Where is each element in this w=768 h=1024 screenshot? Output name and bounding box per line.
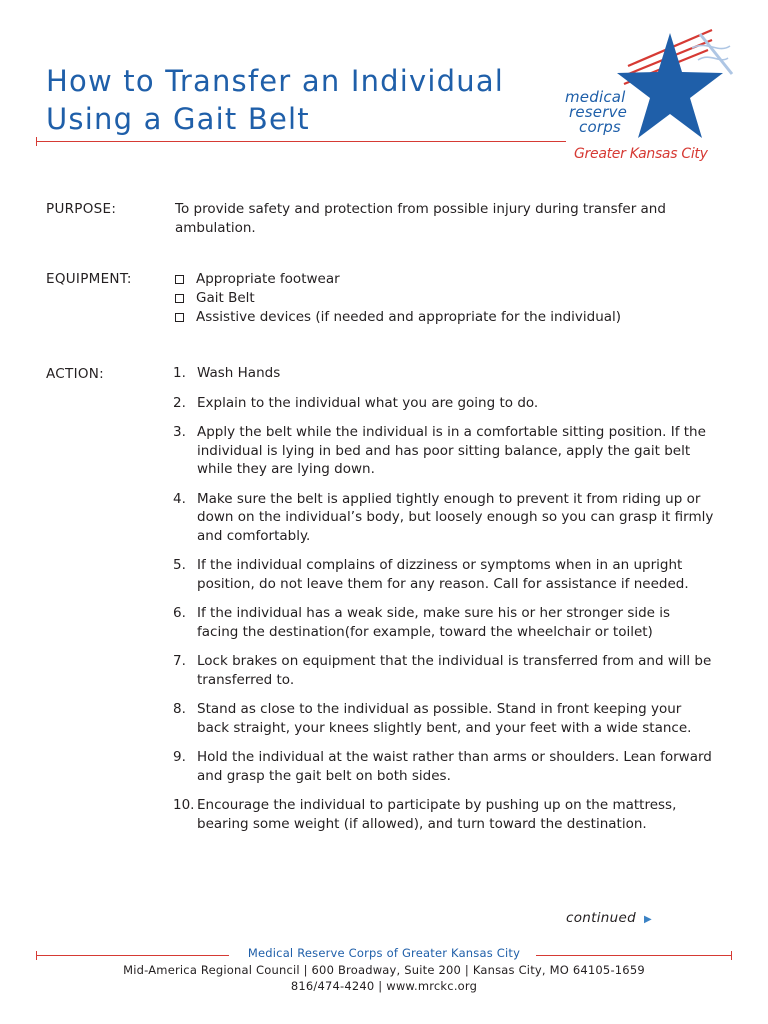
logo-text-medical: medical [565,88,626,106]
step-number: 6. [173,605,186,621]
step-number: 10. [173,797,195,813]
continued-label: continued [566,910,636,926]
footer-organization: Medical Reserve Corps of Greater Kansas City [247,946,521,960]
step-text: Apply the belt while the individual is in a comfortable sitting position. If the individual is lying in bed and has poor sitting balance, apply the gait belt while they are lying down. [197,424,706,477]
step-number: 2. [173,394,186,411]
equipment-list [175,270,621,327]
equipment-item [175,289,621,308]
step-number: 3. [173,424,186,440]
equipment-item-label: Assistive devices (if needed and appropriate for the individual) [196,309,622,325]
step-number: 4. [173,490,186,507]
title-divider [36,141,566,142]
checkbox-icon [175,275,184,284]
step-number: 1. [173,365,186,381]
purpose-text: To provide safety and protection from possible injury during transfer and ambulation. [175,201,666,236]
logo-text-reserve: reserve [569,103,628,121]
action-steps [170,364,715,844]
purpose-label: PURPOSE: [46,201,117,217]
action-step [170,364,715,383]
logo-region: Greater Kansas City [574,146,708,162]
action-label: ACTION: [46,366,105,382]
step-text: Wash Hands [197,365,281,381]
page-title [46,62,504,138]
step-text: If the individual has a weak side, make sure his or her stronger side is facing the destination(for example, toward the wheelchair or toilet) [197,605,671,640]
step-text: Encourage the individual to participate by pushing up on the mattress, bearing some weight (if allowed), and turn toward the destination. [197,797,677,832]
equipment-item [175,308,621,327]
action-step [170,556,715,593]
continued-indicator [566,910,652,926]
step-text: Hold the individual at the waist rather than arms or shoulders. Lean forward and grasp the gait belt on both sides. [197,749,712,784]
step-text: Explain to the individual what you are going to do. [197,394,539,411]
action-step [170,700,715,737]
action-step [170,748,715,785]
logo-text-corps: corps [579,118,621,136]
step-text: Make sure the belt is applied tightly enough to prevent it from riding up or down on the individual’s body, but loosely enough so you can grasp it firmly and comfortably. [197,490,714,544]
equipment-label: EQUIPMENT: [46,271,132,287]
action-step [170,490,715,546]
step-number: 7. [173,653,186,669]
step-number: 5. [173,557,186,573]
equipment-item-label: Gait Belt [196,290,255,306]
checkbox-icon [175,294,184,303]
footer-contact: 816/474-4240 | www.mrckc.org [290,979,478,993]
play-arrow-icon: ▶ [643,914,652,925]
equipment-item-label: Appropriate footwear [196,271,340,287]
equipment-item [175,270,621,289]
step-text: Lock brakes on equipment that the individual is transferred from and will be transferred to. [197,653,712,688]
footer-address: Mid-America Regional Council | 600 Broadway, Suite 200 | Kansas City, MO 64105-1659 [123,963,645,977]
step-number: 8. [173,701,186,717]
checkbox-icon [175,313,184,322]
action-step [170,394,715,413]
page-title-line-1: How to Transfer an Individual [46,64,505,98]
action-step [170,423,715,479]
step-text: If the individual complains of dizziness or symptoms when in an upright position, do not leave them for any reason. Call for assistance if needed. [197,557,689,592]
step-number: 9. [173,749,186,765]
action-step [170,604,715,641]
action-step [170,796,715,833]
action-step [170,652,715,689]
step-text: Stand as close to the individual as possible. Stand in front keeping your back straight, your knees slightly bent, and your feet with a wide stance. [197,701,692,736]
page-title-line-2: Using a Gait Belt [46,102,310,136]
